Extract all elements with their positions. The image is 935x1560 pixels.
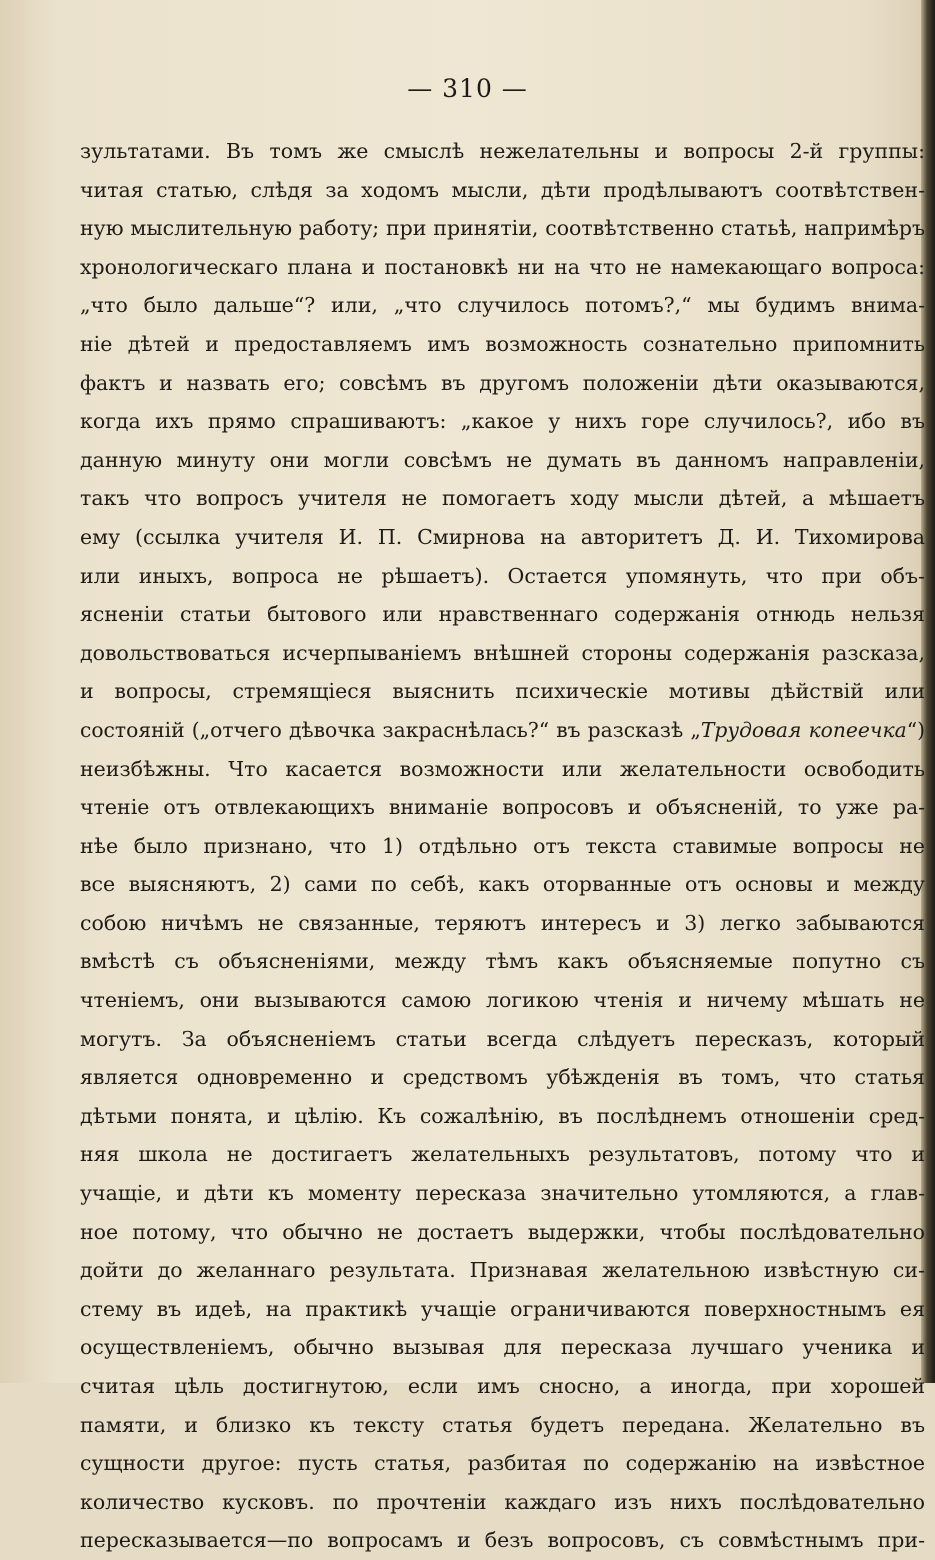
text-line: ясненіи статьи бытового или нравственнаго содержанія отнюдь нельзя <box>80 602 925 627</box>
text-line-with-title <box>80 711 925 750</box>
line-text-before: состояній („отчего дѣвочка закраснѣлась?“ въ разсказѣ „ <box>80 717 701 742</box>
text-line: собою ничѣмъ не связанные, теряютъ интересъ и 3) легко забываются <box>80 910 925 935</box>
body-text <box>80 132 925 1560</box>
text-line: дойти до желаннаго результата. Признавая желательною извѣстную си- <box>80 1258 925 1283</box>
text-line: ную мыслительную работу; при принятіи, соотвѣтственно статьѣ, напримѣръ <box>80 216 925 241</box>
text-line: зультатами. Въ томъ же смыслѣ нежелательны и вопросы 2-й группы: <box>80 139 925 163</box>
text-line: данную минуту они могли совсѣмъ не думать въ данномъ направленіи, <box>80 447 925 472</box>
text-line: могутъ. За объясненіемъ статьи всегда слѣдуетъ пересказъ, который <box>80 1026 925 1051</box>
text-line: считая цѣль достигнутою, если имъ сносно, а иногда, при хорошей <box>80 1374 925 1398</box>
text-line: когда ихъ прямо спрашиваютъ: „какое у нихъ горе случилось?, ибо въ <box>80 409 925 434</box>
text-line: фактъ и назвать его; совсѣмъ въ другомъ положеніи дѣти оказываются, <box>80 370 925 395</box>
text-line: чтеніемъ, они вызываются самою логикою чтенія и ничему мѣшать не <box>80 988 925 1013</box>
text-line: довольствоваться исчерпываніемъ внѣшней стороны содержанія разсказа, <box>80 640 925 665</box>
text-line: читая статью, слѣдя за ходомъ мысли, дѣти продѣлываютъ соотвѣтствен- <box>80 177 925 202</box>
page-number: — 310 — <box>407 74 528 103</box>
text-line: неизбѣжны. Что касается возможности или желательности освободить <box>80 756 925 781</box>
text-line: количество кусковъ. по прочтеніи каждаго изъ нихъ послѣдовательно <box>80 1489 925 1514</box>
story-title: Трудовая копеечка <box>700 717 907 742</box>
text-line: ніе дѣтей и предоставляемъ имъ возможность сознательно припомнить <box>80 331 925 356</box>
text-line: няя школа не достигаетъ желательныхъ результатовъ, потому что и <box>80 1142 925 1167</box>
line-text-after: “) <box>906 717 925 742</box>
text-line: такъ что вопросъ учителя не помогаетъ ходу мысли дѣтей, а мѣшаетъ <box>80 486 925 511</box>
text-line: сущности другое: пусть статья, разбитая по содержанію на извѣстное <box>80 1451 925 1476</box>
text-line: учащіе, и дѣти къ моменту пересказа значительно утомляются, а глав- <box>80 1181 925 1206</box>
text-line: все выясняютъ, 2) сами по себѣ, какъ оторванные отъ основы и между <box>80 872 925 897</box>
text-line: чтеніе отъ отвлекающихъ вниманіе вопросовъ и объясненій, то уже ра- <box>80 795 925 820</box>
text-line: стему въ идеѣ, на практикѣ учащіе ограничиваются поверхностнымъ ея <box>80 1296 925 1321</box>
text-line: и вопросы, стремящіеся выяснить психическіе мотивы дѣйствій или <box>80 679 925 704</box>
text-line: ему (ссылка учителя И. П. Смирнова на авторитетъ Д. И. Тихомирова <box>80 524 925 549</box>
text-line: пересказывается—по вопросамъ и безъ вопросовъ, съ совмѣстнымъ при- <box>80 1528 925 1553</box>
text-line: или иныхъ, вопроса не рѣшаетъ). Остается упомянуть, что при объ- <box>80 563 925 588</box>
text-line: дѣтьми понята, и цѣлію. Къ сожалѣнію, въ послѣднемъ отношеніи сред- <box>80 1103 925 1128</box>
text-line: „что было дальше“? или, „что случилось потомъ?,“ мы будимъ внима- <box>80 293 925 318</box>
text-line: памяти, и близко къ тексту статья будетъ передана. Желательно въ <box>80 1412 925 1437</box>
text-line: нѣе было признано, что 1) отдѣльно отъ текста ставимые вопросы не <box>80 833 925 858</box>
text-line: осуществленіемъ, обычно вызывая для пересказа лучшаго ученика и <box>80 1335 925 1360</box>
text-line: ное потому, что обычно не достаетъ выдержки, чтобы послѣдовательно <box>80 1219 925 1244</box>
text-line: вмѣстѣ съ объясненіями, между тѣмъ какъ объясняемые попутно съ <box>80 949 925 974</box>
text-line: хронологическаго плана и постановкѣ ни на что не намекающаго вопроса: <box>80 254 925 279</box>
text-line: является одновременно и средствомъ убѣжденія въ томъ, что статья <box>80 1065 925 1090</box>
